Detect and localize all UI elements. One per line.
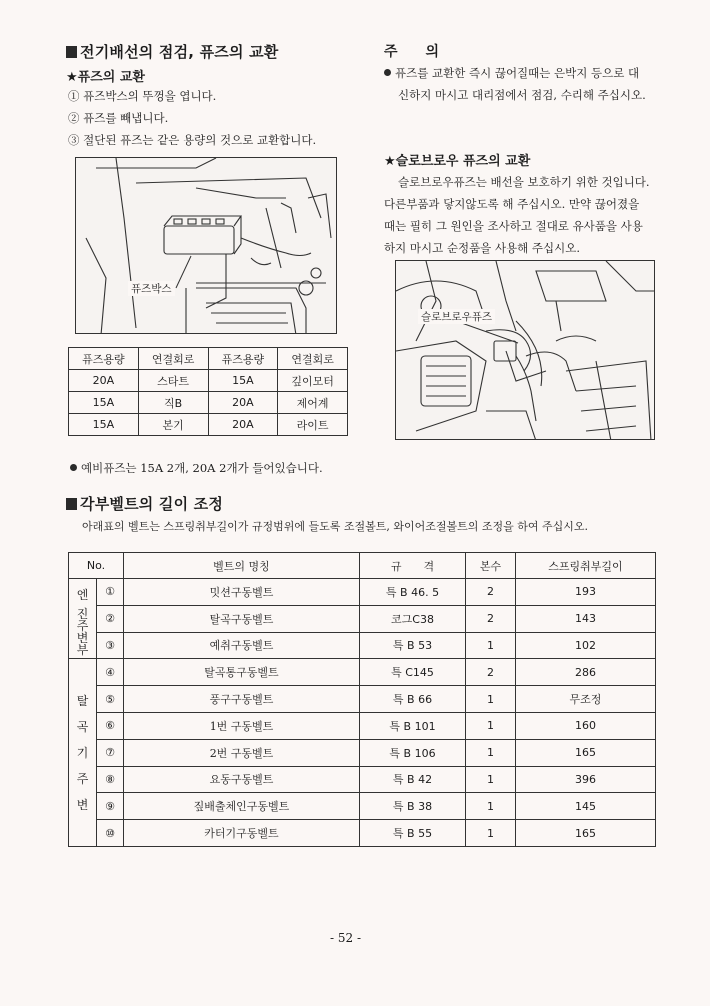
caution-line-1: 퓨즈를 교환한 즉시 끊어질때는 은박지 등으로 대 xyxy=(384,65,639,81)
belt-name: 탈곡통구동벨트 xyxy=(124,659,360,686)
row-number: ⑤ xyxy=(97,686,124,713)
belt-count: 2 xyxy=(466,579,516,606)
table-row xyxy=(69,579,656,606)
table-row xyxy=(69,739,656,766)
belt-spec: 코그C38 xyxy=(360,605,466,632)
slow-blow-fuse-label: 슬로브로우퓨즈 xyxy=(418,309,495,324)
belt-table xyxy=(68,552,656,847)
table-row xyxy=(69,414,348,436)
belt-spec: 특 B 38 xyxy=(360,793,466,820)
belt-count: 2 xyxy=(466,605,516,632)
belt-description: 아래표의 벨트는 스프링취부길이가 규정범위에 들도록 조절볼트, 와이어조절볼트의 조정을 하여 주십시오. xyxy=(82,520,589,533)
row-number: ⑧ xyxy=(97,766,124,793)
row-number: ⑨ xyxy=(97,793,124,820)
belt-count: 1 xyxy=(466,793,516,820)
belt-length: 143 xyxy=(516,605,656,632)
caution-line-2: 신하지 마시고 대리점에서 점검, 수리해 주십시오. xyxy=(398,88,646,102)
table-cell: 라이트 xyxy=(278,414,348,436)
row-number: ⑥ xyxy=(97,712,124,739)
belt-name: 2번 구동벨트 xyxy=(124,739,360,766)
slow-blow-line-4: 하지 마시고 순정품을 사용해 주십시오. xyxy=(384,241,581,255)
step-3: ③ 절단된 퓨즈는 같은 용량의 것으로 교환합니다. xyxy=(68,133,317,147)
table-cell: 15A xyxy=(208,370,278,392)
belt-name: 밋션구동벨트 xyxy=(124,579,360,606)
header-cell: 벨트의 명칭 xyxy=(124,553,360,579)
table-row xyxy=(69,659,656,686)
slow-blow-line-2: 다른부품과 닿지않도록 해 주십시오. 만약 끊어졌을 xyxy=(384,197,640,211)
caution-title: 주 의 xyxy=(384,44,440,60)
belt-length: 396 xyxy=(516,766,656,793)
table-cell: 15A xyxy=(69,414,139,436)
table-row xyxy=(69,686,656,713)
fuse-box-drawing xyxy=(76,158,337,334)
belt-length: 165 xyxy=(516,739,656,766)
header-cell: 본수 xyxy=(466,553,516,579)
header-cell: 연결회로 xyxy=(278,348,348,370)
belt-count: 1 xyxy=(466,632,516,659)
belt-spec: 특 B 42 xyxy=(360,766,466,793)
header-cell: 스프링취부길이 xyxy=(516,553,656,579)
belt-count: 1 xyxy=(466,686,516,713)
belt-length: 165 xyxy=(516,820,656,847)
fuse-box-label: 퓨즈박스 xyxy=(128,281,175,296)
square-bullet-icon xyxy=(66,46,77,58)
section-title-electrical: 전기배선의 점검, 퓨즈의 교환 xyxy=(66,41,278,62)
belt-name: 요동구동벨트 xyxy=(124,766,360,793)
header-cell: 퓨즈용량 xyxy=(69,348,139,370)
table-row xyxy=(69,370,348,392)
slow-blow-line-3: 때는 필히 그 원인을 조사하고 절대로 유사품을 사용 xyxy=(384,219,643,233)
belt-length: 102 xyxy=(516,632,656,659)
header-cell: 규 격 xyxy=(360,553,466,579)
table-cell: 스타트 xyxy=(138,370,208,392)
table-row xyxy=(69,712,656,739)
table-row xyxy=(69,392,348,414)
group-label-engine: 엔 진 주 변 부 xyxy=(69,579,97,659)
belt-count: 1 xyxy=(466,766,516,793)
table-cell: 20A xyxy=(208,392,278,414)
table-cell: 15A xyxy=(69,392,139,414)
belt-spec: 특 B 106 xyxy=(360,739,466,766)
table-cell: 20A xyxy=(69,370,139,392)
belt-spec: 특 B 66 xyxy=(360,686,466,713)
belt-count: 1 xyxy=(466,820,516,847)
fuse-box-illustration xyxy=(75,157,337,334)
belt-spec: 특 B 53 xyxy=(360,632,466,659)
header-cell: 연결회로 xyxy=(138,348,208,370)
belt-name: 짚배출체인구동벨트 xyxy=(124,793,360,820)
row-number: ② xyxy=(97,605,124,632)
table-row xyxy=(69,605,656,632)
belt-length: 160 xyxy=(516,712,656,739)
subtitle-fuse-replace: ★퓨즈의 교환 xyxy=(66,70,145,85)
belt-length: 무조정 xyxy=(516,686,656,713)
square-bullet-icon xyxy=(66,498,77,510)
row-number: ⑩ xyxy=(97,820,124,847)
spare-fuse-note: 예비퓨즈는 15A 2개, 20A 2개가 들어있습니다. xyxy=(70,460,323,476)
belt-name: 풍구구동벨트 xyxy=(124,686,360,713)
belt-name: 탈곡구동벨트 xyxy=(124,605,360,632)
table-cell: 직B xyxy=(138,392,208,414)
belt-count: 2 xyxy=(466,659,516,686)
belt-count: 1 xyxy=(466,739,516,766)
header-cell: No. xyxy=(69,553,124,579)
table-row xyxy=(69,766,656,793)
step-2: ② 퓨즈를 빼냅니다. xyxy=(68,111,169,125)
page-number: - 52 - xyxy=(330,931,362,945)
belt-count: 1 xyxy=(466,712,516,739)
row-number: ⑦ xyxy=(97,739,124,766)
slow-blow-fuse-illustration xyxy=(395,260,655,440)
header-cell: 퓨즈용량 xyxy=(208,348,278,370)
fuse-table-header xyxy=(69,348,348,370)
belt-table-header xyxy=(69,553,656,579)
group-label-thresher: 탈 곡 기 주 변 xyxy=(69,659,97,847)
table-cell: 깊이모터 xyxy=(278,370,348,392)
table-row xyxy=(69,793,656,820)
bullet-dot-icon xyxy=(70,464,77,471)
belt-length: 145 xyxy=(516,793,656,820)
fuse-capacity-table xyxy=(68,347,348,436)
bullet-dot-icon xyxy=(384,69,391,76)
table-cell: 본기 xyxy=(138,414,208,436)
slow-blow-title: ★슬로브로우 퓨즈의 교환 xyxy=(384,154,531,169)
belt-length: 193 xyxy=(516,579,656,606)
slow-blow-line-1: 슬로브로우퓨즈는 배선을 보호하기 위한 것입니다. xyxy=(398,175,650,189)
row-number: ③ xyxy=(97,632,124,659)
row-number: ④ xyxy=(97,659,124,686)
belt-name: 예취구동벨트 xyxy=(124,632,360,659)
belt-spec: 특 B 46. 5 xyxy=(360,579,466,606)
table-row xyxy=(69,820,656,847)
belt-length: 286 xyxy=(516,659,656,686)
table-row xyxy=(69,632,656,659)
section-title-belt: 각부벨트의 길이 조정 xyxy=(66,493,223,514)
table-cell: 제어계 xyxy=(278,392,348,414)
step-1: ① 퓨즈박스의 뚜껑을 엽니다. xyxy=(68,89,217,103)
row-number: ① xyxy=(97,579,124,606)
belt-spec: 특 B 55 xyxy=(360,820,466,847)
belt-name: 1번 구동벨트 xyxy=(124,712,360,739)
table-cell: 20A xyxy=(208,414,278,436)
belt-spec: 특 B 101 xyxy=(360,712,466,739)
belt-name: 카터기구동벨트 xyxy=(124,820,360,847)
slow-blow-fuse-drawing xyxy=(396,261,655,440)
belt-spec: 특 C145 xyxy=(360,659,466,686)
